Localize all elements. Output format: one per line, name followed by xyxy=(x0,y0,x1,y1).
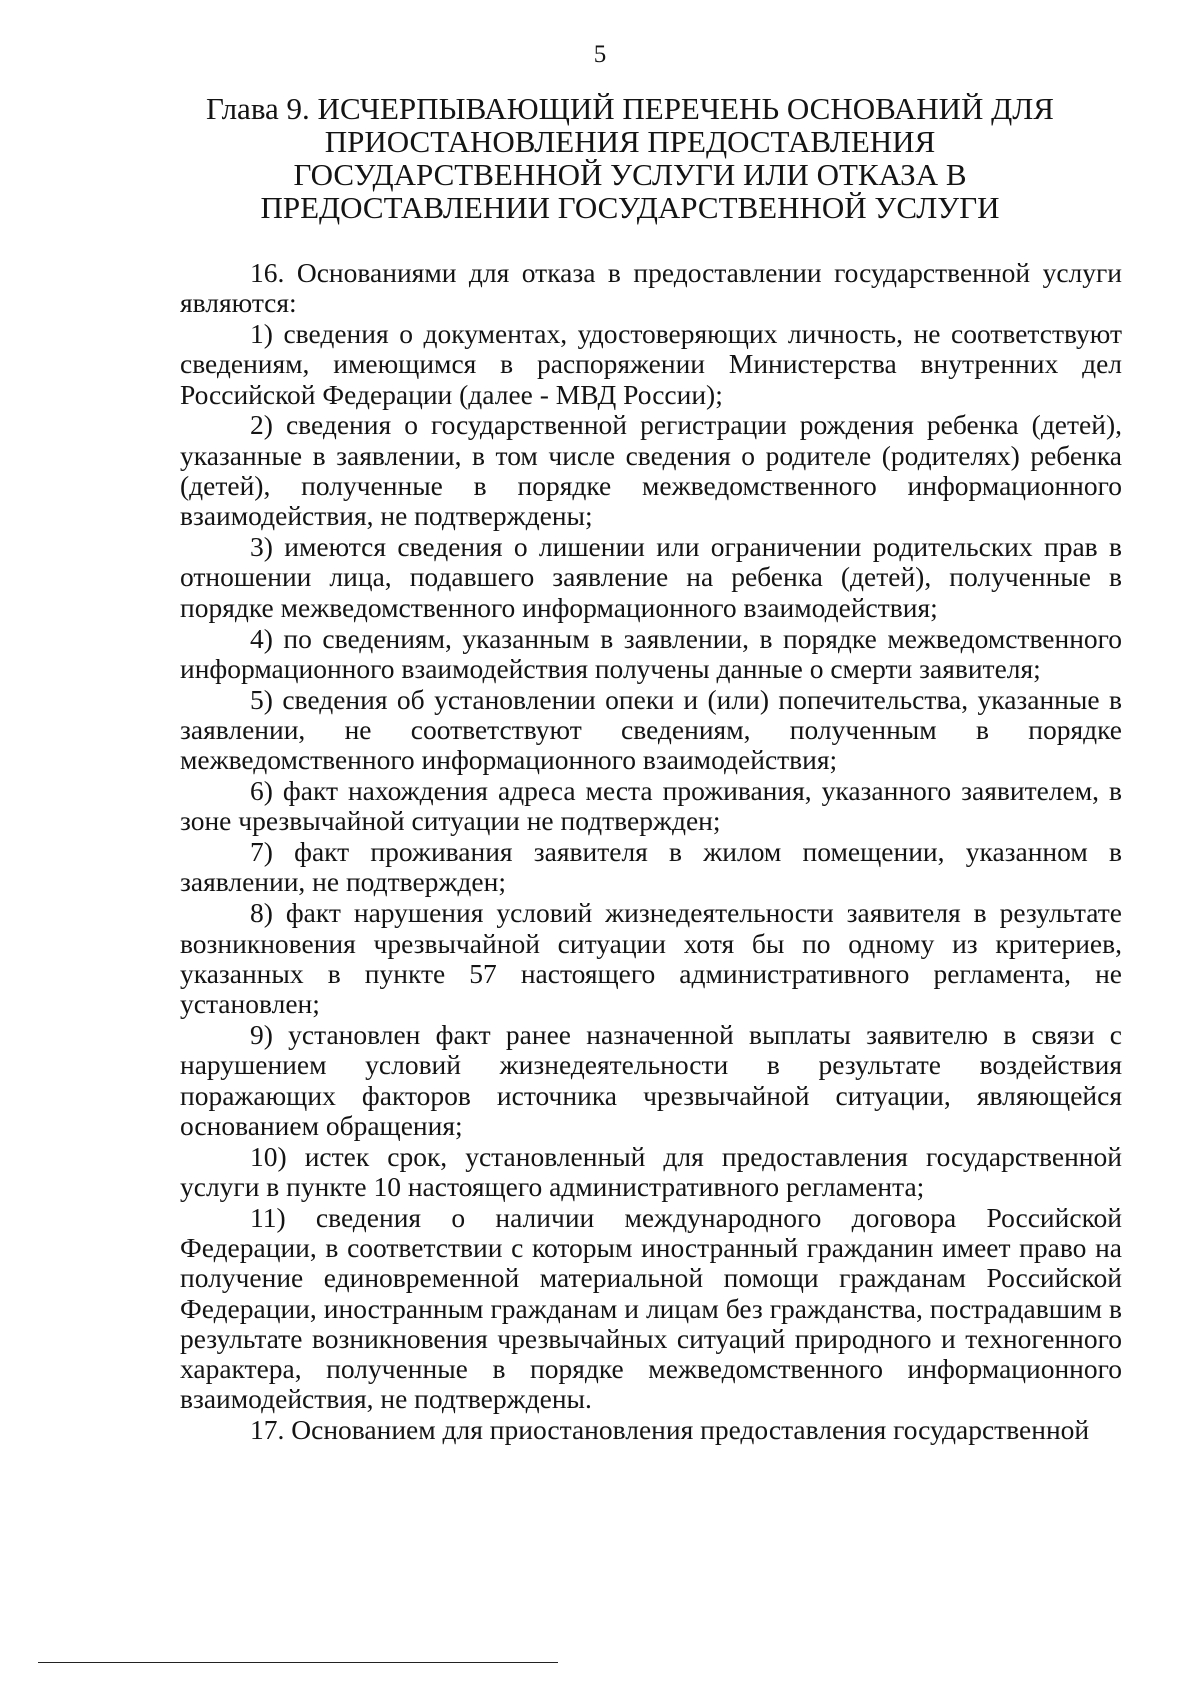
paragraph-16: 16. Основаниями для отказа в предоставлении государственной услуги являются: xyxy=(180,257,1122,319)
list-item-1: 1) сведения о документах, удостоверяющих личность, не соответствуют сведениям, имеющимся в распоряжении Министерства внутренних дел Российской Федерации (далее - МВД России); xyxy=(180,318,1122,410)
page-number: 5 xyxy=(593,41,607,68)
body-text xyxy=(180,258,1122,1446)
paragraph-17: 17. Основанием для приостановления предоставления государственной xyxy=(250,1414,1090,1446)
list-item-11: 11) сведения о наличии международного договора Российской Федерации, в соответствии с которым иностранный гражданин имеет право на получение единовременной материальной помощи гражданам Российской Федерации, иностранным гражданам и лицам без гражданства, пострадавшим в результате возникновения чрезвычайных ситуаций природного и техногенного характера, полученные в порядке межведомственного информационного взаимодействия, не подтверждены. xyxy=(180,1201,1122,1415)
list-item-10: 10) истек срок, установленный для предоставления государственной услуги в пункте 10 настоящего административного регламента; xyxy=(180,1140,1122,1202)
list-item-2: 2) сведения о государственной регистрации рождения ребенка (детей), указанные в заявлении, в том числе сведения о родителе (родителях) ребенка (детей), полученные в порядке межведомственного информационного взаимодействия, не подтверждены; xyxy=(180,409,1122,532)
footer-rule xyxy=(38,1662,558,1663)
list-item-5: 5) сведения об установлении опеки и (или) попечительства, указанные в заявлении, не соответствуют сведениям, полученным в порядке межведомственного информационного взаимодействия; xyxy=(180,683,1122,776)
list-item-9: 9) установлен факт ранее назначенной выплаты заявителю в связи с нарушением условий жизнедеятельности в результате воздействия поражающих факторов источника чрезвычайной ситуации, являющейся основанием обращения; xyxy=(180,1018,1122,1141)
list-item-8: 8) факт нарушения условий жизнедеятельности заявителя в результате возникновения чрезвычайной ситуации хотя бы по одному из критериев, указанных в пункте 57 настоящего административного регламента, не установлен; xyxy=(180,897,1122,1020)
list-item-7: 7) факт проживания заявителя в жилом помещении, указанном в заявлении, не подтвержден; xyxy=(180,836,1122,898)
list-item-4: 4) по сведениям, указанным в заявлении, в порядке межведомственного информационного взаимодействия получены данные о смерти заявителя; xyxy=(180,622,1122,684)
chapter-title: Глава 9. ИСЧЕРПЫВАЮЩИЙ ПЕРЕЧЕНЬ ОСНОВАНИЙ ДЛЯ ПРИОСТАНОВЛЕНИЯ ПРЕДОСТАВЛЕНИЯ ГОСУДАРСТВЕННОЙ УСЛУГИ ИЛИ ОТКАЗА В ПРЕДОСТАВЛЕНИИ ГОСУДАРСТВЕННОЙ УСЛУГИ xyxy=(206,91,1054,225)
list-item-3: 3) имеются сведения о лишении или ограничении родительских прав в отношении лица, подавшего заявление на ребенка (детей), полученные в порядке межведомственного информационного взаимодействия; xyxy=(180,531,1122,623)
list-item-6: 6) факт нахождения адреса места проживания, указанного заявителем, в зоне чрезвычайной ситуации не подтвержден; xyxy=(180,775,1122,837)
